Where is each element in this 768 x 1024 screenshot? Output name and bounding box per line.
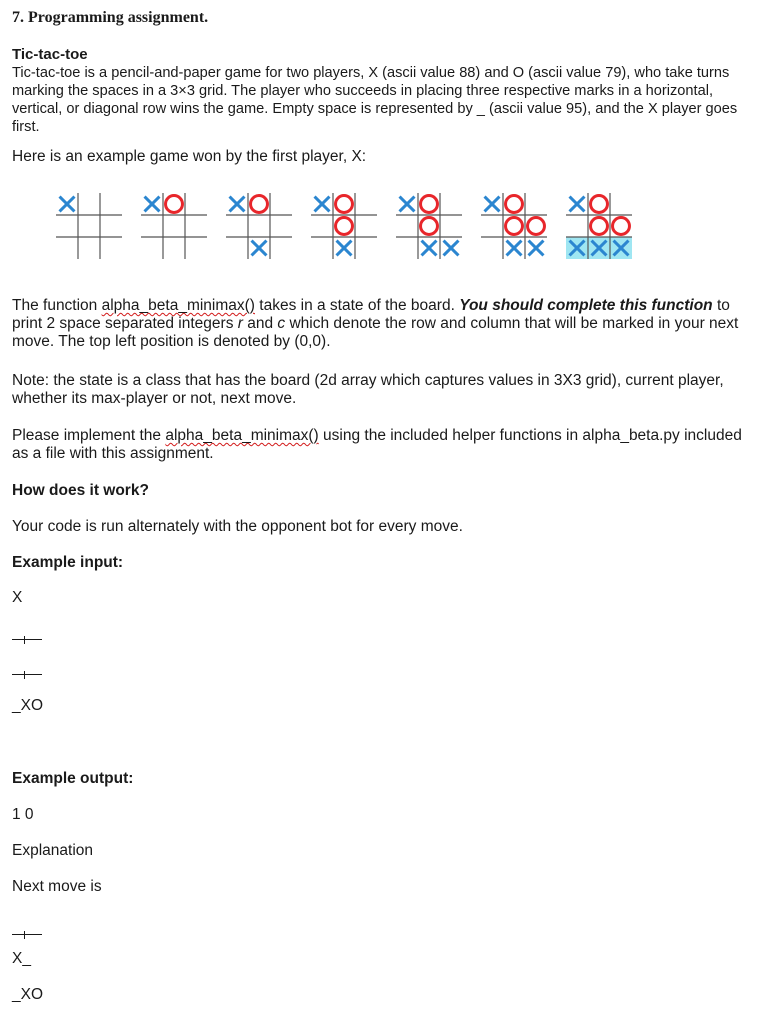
o-mark (613, 218, 630, 235)
explanation-heading: Explanation (12, 842, 94, 859)
board-7 (566, 193, 632, 259)
x-mark (145, 197, 160, 212)
o-mark (528, 218, 545, 235)
x-mark (252, 241, 267, 256)
board-4 (311, 193, 377, 259)
intro-paragraph: Tic-tac-toe is a pencil-and-paper game for two players, X (ascii value 88) and O (ascii value 79), who take turns marking the spaces in a 3×3 grid. The player who succeeds in placing three respective marks in a horizontal, vertical, or diagonal row wins the game. Empty space is represented by _ (ascii value 95), and the X player goes first. (12, 65, 738, 135)
board-5 (396, 193, 462, 259)
x-mark (507, 241, 522, 256)
input-player: X (12, 589, 23, 606)
implement-paragraph: Please implement the alpha_beta_minimax() using the included helper functions in alpha_beta.py included as a file with this assignment. (12, 427, 742, 462)
x-mark (60, 197, 75, 212)
text-cursor (24, 636, 25, 644)
next-row-2: X_ (12, 950, 31, 967)
board-6 (481, 193, 547, 259)
board-2 (141, 193, 207, 259)
o-mark (251, 196, 268, 213)
o-mark (336, 218, 353, 235)
board-3 (226, 193, 292, 259)
section-title: 7. Programming assignment. (12, 9, 209, 26)
x-mark (422, 241, 437, 256)
next-row-3: _XO (12, 986, 44, 1003)
text-cursor (24, 931, 25, 939)
next-row-1 (12, 934, 42, 935)
x-mark (444, 241, 459, 256)
x-mark (315, 197, 330, 212)
text-cursor (24, 671, 25, 679)
input-row-2 (12, 674, 42, 675)
function-name: alpha_beta_minimax() (165, 427, 319, 444)
x-mark (529, 241, 544, 256)
o-mark (421, 218, 438, 235)
x-mark (337, 241, 352, 256)
board-1 (56, 193, 122, 259)
section-subtitle: Tic-tac-toe (12, 46, 88, 63)
x-mark (230, 197, 245, 212)
o-mark (591, 196, 608, 213)
output-value: 1 0 (12, 806, 34, 823)
input-row-1 (12, 639, 42, 640)
function-name: alpha_beta_minimax() (101, 297, 255, 314)
input-heading: Example input: (12, 554, 124, 571)
note-paragraph: Note: the state is a class that has the board (2d array which captures values in 3X3 grid), current player, whether its max-player or not, next move. (12, 372, 724, 407)
tic-tac-toe-sequence (50, 187, 650, 267)
input-row-3: _XO (12, 697, 44, 714)
o-mark (336, 196, 353, 213)
o-mark (506, 218, 523, 235)
how-heading: How does it work? (12, 482, 149, 499)
function-paragraph: The function alpha_beta_minimax() takes in a state of the board. You should complete this function to print 2 space separated integers r and c which denote the row and column that will be marked in your next move. The top left position is denoted by (0,0). (12, 297, 739, 350)
o-mark (166, 196, 183, 213)
x-mark (570, 197, 585, 212)
o-mark (591, 218, 608, 235)
next-move-label: Next move is (12, 878, 102, 895)
output-heading: Example output: (12, 770, 134, 787)
example-intro: Here is an example game won by the first player, X: (12, 148, 367, 165)
how-text: Your code is run alternately with the opponent bot for every move. (12, 518, 463, 535)
o-mark (421, 196, 438, 213)
o-mark (506, 196, 523, 213)
x-mark (400, 197, 415, 212)
x-mark (485, 197, 500, 212)
